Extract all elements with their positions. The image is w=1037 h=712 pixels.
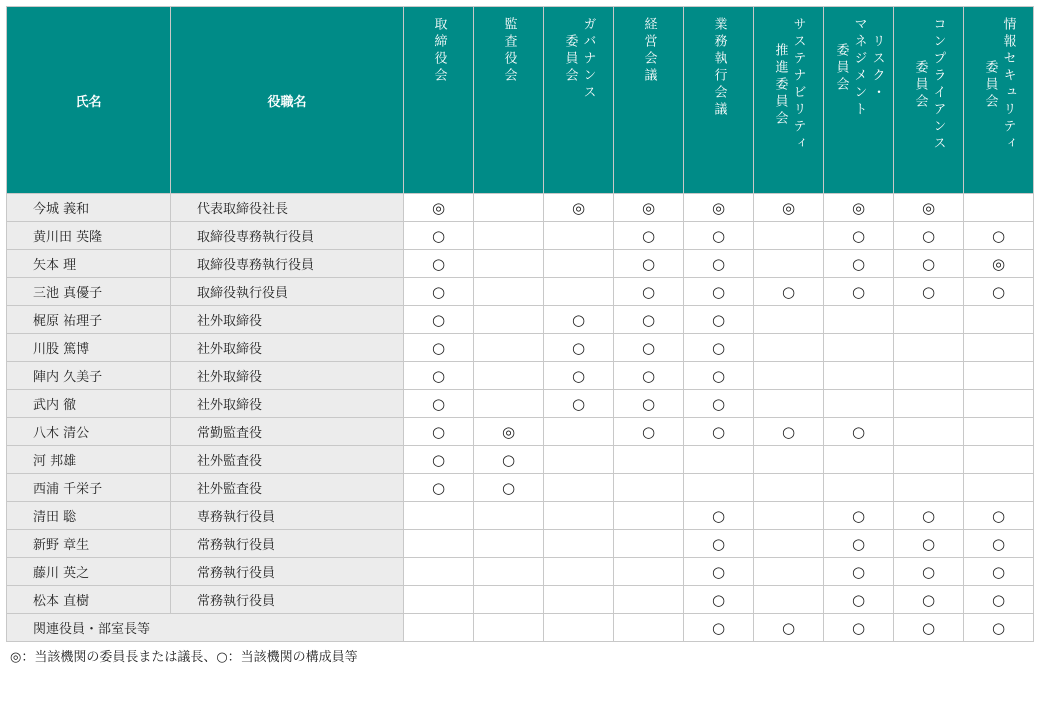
membership-mark: ○ [614, 306, 684, 334]
membership-mark: ○ [544, 334, 614, 362]
related-officers-label: 関連役員・部室長等 [7, 614, 404, 642]
membership-mark [754, 390, 824, 418]
membership-mark: ○ [404, 418, 474, 446]
membership-mark: ○ [964, 278, 1034, 306]
table-row [7, 250, 1034, 278]
membership-mark [754, 586, 824, 614]
membership-mark: ○ [684, 250, 754, 278]
membership-mark [544, 250, 614, 278]
membership-mark [964, 334, 1034, 362]
header-name: 氏名 [7, 7, 171, 194]
member-role: 社外取締役 [171, 334, 404, 362]
member-role: 社外監査役 [171, 474, 404, 502]
membership-mark [824, 474, 894, 502]
header-col-execution: 業務執行会議 [684, 7, 754, 194]
membership-mark: ○ [614, 362, 684, 390]
membership-mark [474, 194, 544, 222]
membership-mark [684, 446, 754, 474]
membership-mark: ○ [404, 390, 474, 418]
membership-mark [824, 362, 894, 390]
member-name: 清田 聡 [7, 502, 171, 530]
legend-note: ◎：当該機関の委員長または議長、○：当該機関の構成員等 [10, 650, 358, 665]
membership-mark [474, 306, 544, 334]
member-name: 矢本 理 [7, 250, 171, 278]
header-col-board: 取締役会 [404, 7, 474, 194]
member-role: 常務執行役員 [171, 530, 404, 558]
membership-mark: ○ [894, 502, 964, 530]
membership-mark: ○ [824, 250, 894, 278]
table-row [7, 614, 1034, 642]
membership-mark: ○ [754, 614, 824, 642]
membership-mark [754, 502, 824, 530]
membership-mark: ○ [684, 586, 754, 614]
table-row [7, 586, 1034, 614]
membership-mark: ○ [684, 418, 754, 446]
table-row [7, 558, 1034, 586]
membership-mark: ◎ [474, 418, 544, 446]
member-role: 常務執行役員 [171, 558, 404, 586]
membership-mark: ○ [544, 362, 614, 390]
membership-mark [894, 362, 964, 390]
table-row [7, 502, 1034, 530]
membership-mark: ○ [404, 474, 474, 502]
membership-mark [894, 474, 964, 502]
member-role: 社外取締役 [171, 362, 404, 390]
membership-mark [964, 306, 1034, 334]
membership-mark [684, 474, 754, 502]
table-row [7, 418, 1034, 446]
membership-mark: ○ [614, 250, 684, 278]
membership-mark [614, 530, 684, 558]
membership-mark [894, 418, 964, 446]
member-name: 川股 篤博 [7, 334, 171, 362]
membership-mark [474, 586, 544, 614]
membership-mark: ○ [824, 222, 894, 250]
membership-mark [544, 558, 614, 586]
membership-mark: ○ [894, 614, 964, 642]
membership-mark: ○ [684, 222, 754, 250]
membership-mark [964, 362, 1034, 390]
membership-mark: ○ [684, 306, 754, 334]
membership-mark [754, 222, 824, 250]
membership-mark [474, 530, 544, 558]
header-col-audit-board: 監査役会 [474, 7, 544, 194]
member-name: 三池 真優子 [7, 278, 171, 306]
table-row [7, 278, 1034, 306]
membership-mark [404, 586, 474, 614]
membership-mark [474, 222, 544, 250]
member-name: 陣内 久美子 [7, 362, 171, 390]
membership-mark: ○ [964, 222, 1034, 250]
table-row [7, 390, 1034, 418]
member-name: 西浦 千栄子 [7, 474, 171, 502]
table-row [7, 334, 1034, 362]
member-name: 八木 清公 [7, 418, 171, 446]
membership-mark [404, 614, 474, 642]
header-col-governance: ガバナンス 委員会 [544, 7, 614, 194]
membership-mark [614, 586, 684, 614]
membership-mark [404, 530, 474, 558]
membership-mark: ○ [754, 418, 824, 446]
membership-mark: ○ [754, 278, 824, 306]
membership-mark: ○ [474, 474, 544, 502]
table-row [7, 194, 1034, 222]
membership-mark: ○ [894, 530, 964, 558]
member-name: 武内 徹 [7, 390, 171, 418]
membership-mark: ○ [824, 558, 894, 586]
membership-mark [964, 418, 1034, 446]
member-role: 取締役専務執行役員 [171, 222, 404, 250]
membership-mark [894, 390, 964, 418]
membership-mark: ○ [824, 278, 894, 306]
membership-mark: ○ [684, 502, 754, 530]
member-role: 代表取締役社長 [171, 194, 404, 222]
membership-mark: ○ [544, 390, 614, 418]
member-name: 松本 直樹 [7, 586, 171, 614]
membership-mark: ○ [474, 446, 544, 474]
membership-mark: ○ [684, 278, 754, 306]
membership-mark: ◎ [544, 194, 614, 222]
membership-mark [474, 334, 544, 362]
membership-mark: ○ [404, 446, 474, 474]
member-role: 取締役専務執行役員 [171, 250, 404, 278]
table-row [7, 474, 1034, 502]
membership-mark [964, 194, 1034, 222]
membership-mark [544, 418, 614, 446]
membership-mark: ○ [614, 222, 684, 250]
membership-mark [614, 558, 684, 586]
membership-mark [544, 502, 614, 530]
membership-mark: ○ [964, 558, 1034, 586]
membership-mark [894, 446, 964, 474]
membership-mark: ○ [684, 334, 754, 362]
membership-mark: ◎ [754, 194, 824, 222]
table-row [7, 530, 1034, 558]
member-role: 専務執行役員 [171, 502, 404, 530]
membership-mark [824, 446, 894, 474]
membership-mark: ○ [894, 586, 964, 614]
membership-mark [754, 334, 824, 362]
membership-mark: ◎ [894, 194, 964, 222]
header-col-sustainability: サステナビリティ 推進委員会 [754, 7, 824, 194]
membership-mark: ○ [614, 334, 684, 362]
membership-mark [544, 278, 614, 306]
table-row [7, 306, 1034, 334]
membership-mark [474, 558, 544, 586]
header-col-management: 経営会議 [614, 7, 684, 194]
table-row [7, 222, 1034, 250]
membership-mark [474, 614, 544, 642]
membership-mark: ○ [894, 558, 964, 586]
membership-mark: ○ [684, 614, 754, 642]
header-col-risk: リスク・ マネジメント 委員会 [824, 7, 894, 194]
membership-mark [964, 446, 1034, 474]
membership-mark [474, 250, 544, 278]
membership-mark: ○ [684, 558, 754, 586]
membership-mark: ○ [404, 306, 474, 334]
membership-mark: ○ [894, 278, 964, 306]
member-name: 藤川 英之 [7, 558, 171, 586]
membership-mark: ◎ [824, 194, 894, 222]
membership-mark: ○ [964, 614, 1034, 642]
membership-mark: ○ [824, 502, 894, 530]
table-row [7, 362, 1034, 390]
membership-mark [894, 334, 964, 362]
membership-mark: ◎ [964, 250, 1034, 278]
membership-mark: ○ [684, 362, 754, 390]
member-name: 河 邦雄 [7, 446, 171, 474]
table-row [7, 446, 1034, 474]
member-role: 取締役執行役員 [171, 278, 404, 306]
membership-mark: ○ [544, 306, 614, 334]
membership-mark [754, 250, 824, 278]
membership-mark: ○ [824, 418, 894, 446]
membership-mark: ○ [404, 362, 474, 390]
membership-mark: ○ [684, 390, 754, 418]
membership-mark: ○ [824, 530, 894, 558]
membership-mark [754, 446, 824, 474]
membership-mark: ○ [824, 586, 894, 614]
membership-mark: ○ [404, 250, 474, 278]
membership-mark [964, 390, 1034, 418]
header-col-compliance: コンプライアンス 委員会 [894, 7, 964, 194]
membership-mark [544, 614, 614, 642]
membership-mark: ◎ [404, 194, 474, 222]
membership-mark [404, 558, 474, 586]
member-role: 社外取締役 [171, 390, 404, 418]
membership-mark: ○ [964, 586, 1034, 614]
membership-mark [544, 586, 614, 614]
membership-mark: ○ [894, 250, 964, 278]
member-name: 今城 義和 [7, 194, 171, 222]
membership-mark: ○ [894, 222, 964, 250]
header-role: 役職名 [171, 7, 404, 194]
membership-mark: ○ [964, 502, 1034, 530]
membership-mark: ○ [964, 530, 1034, 558]
membership-mark [824, 334, 894, 362]
member-name: 梶原 祐理子 [7, 306, 171, 334]
membership-mark [474, 362, 544, 390]
header-row [7, 7, 1034, 194]
member-name: 新野 章生 [7, 530, 171, 558]
member-name: 黄川田 英隆 [7, 222, 171, 250]
membership-mark [894, 306, 964, 334]
membership-mark [544, 446, 614, 474]
membership-mark [824, 306, 894, 334]
membership-mark [474, 278, 544, 306]
membership-mark [754, 306, 824, 334]
membership-mark [544, 530, 614, 558]
membership-mark [474, 390, 544, 418]
membership-mark [754, 530, 824, 558]
member-role: 社外監査役 [171, 446, 404, 474]
membership-mark [824, 390, 894, 418]
membership-mark: ◎ [614, 194, 684, 222]
membership-mark [754, 362, 824, 390]
membership-mark [474, 502, 544, 530]
membership-mark [964, 474, 1034, 502]
membership-mark [614, 446, 684, 474]
membership-mark: ○ [404, 278, 474, 306]
member-role: 常勤監査役 [171, 418, 404, 446]
membership-mark [544, 222, 614, 250]
membership-mark [404, 502, 474, 530]
membership-mark [614, 502, 684, 530]
member-role: 社外取締役 [171, 306, 404, 334]
membership-mark: ○ [404, 222, 474, 250]
membership-mark [614, 614, 684, 642]
membership-mark: ○ [614, 418, 684, 446]
header-col-infosec: 情報セキュリティ 委員会 [964, 7, 1034, 194]
membership-mark: ○ [404, 334, 474, 362]
membership-mark [544, 474, 614, 502]
membership-mark: ◎ [684, 194, 754, 222]
membership-mark: ○ [614, 390, 684, 418]
membership-mark: ○ [614, 278, 684, 306]
member-role: 常務執行役員 [171, 586, 404, 614]
committee-membership-table [6, 6, 1034, 642]
membership-mark [754, 558, 824, 586]
membership-mark [754, 474, 824, 502]
membership-mark [614, 474, 684, 502]
membership-mark: ○ [824, 614, 894, 642]
membership-mark: ○ [684, 530, 754, 558]
